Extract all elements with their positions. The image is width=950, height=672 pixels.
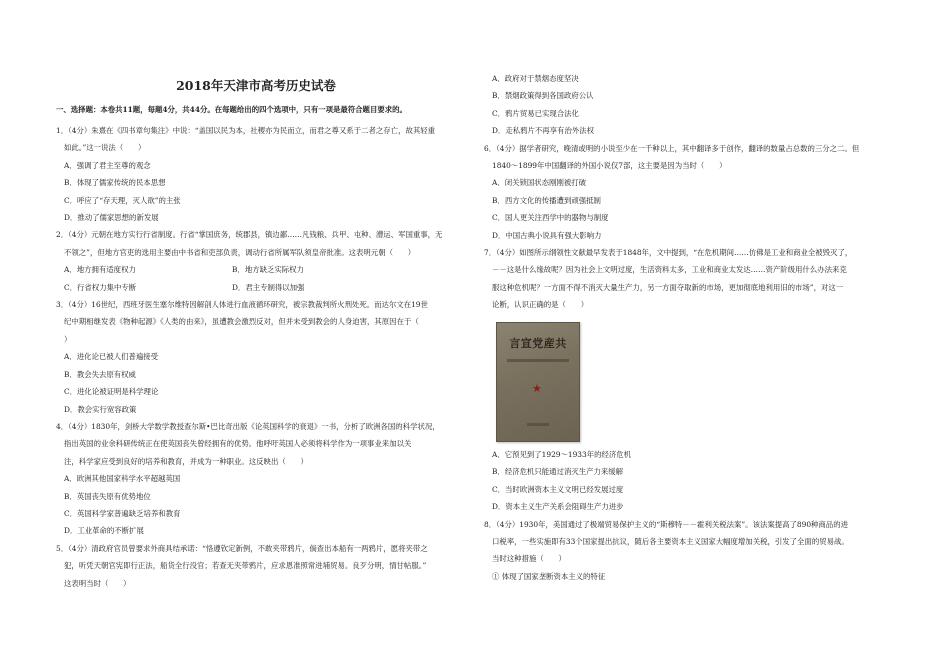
question-5 (56, 540, 456, 592)
question-text: 3．（4分）16世纪，西班牙医生塞尔维特因解剖人体进行血液循环研究，被宗教裁判所火刑处死。而达尔文在19世 (56, 300, 428, 310)
option-d: D．资本主义生产关系会阻碍生产力进步 (492, 502, 624, 512)
option-a: A．欧洲其他国家科学水平超越英国 (64, 474, 181, 484)
question-text: 口税率，一些实施即有33个国家提出抗议，随后各主要资本主义国家大幅度增加关税，引发了全面的贸易战。 (492, 537, 849, 547)
option-a: A．进化论已被人们普遍接受 (64, 352, 159, 362)
option-d: D．中国古典小说具有强大影响力 (492, 230, 602, 240)
right-column (484, 70, 884, 314)
option-row (56, 261, 456, 278)
cover-subtitle-mark (507, 359, 569, 362)
right-column-lower (484, 446, 884, 585)
question-7-options (484, 446, 884, 516)
option-b: B．教会失去原有权威 (64, 369, 136, 379)
option-c: C．国人更关注西学中的器物与制度 (492, 213, 609, 223)
option-c: C．进化论被证明是科学理论 (64, 387, 159, 397)
option-b: B．体现了儒家传统的民本思想 (64, 178, 166, 188)
question-4 (56, 418, 456, 540)
option-d: D．工业革命的不断扩展 (64, 526, 144, 536)
question-text: 指出英国的业余科研传统正在使英国丧失曾经拥有的优势。他呼吁英国人必须将科学作为一项事业来加以关 (64, 439, 412, 449)
option-b: B．西方文化的传播遭到顽强抵制 (492, 195, 601, 205)
manifesto-cover-image (496, 322, 580, 442)
option-c: C．鸦片贸易已实现合法化 (492, 108, 579, 118)
question-text: 1840～1899年中国翻译的外国小说仅7部，这主要是因为当时（ ） (492, 161, 727, 171)
option-b: B．禁烟政策得到各国政府公认 (492, 91, 594, 101)
option-d: D．君主专制得以加强 (232, 282, 305, 292)
option-row (56, 279, 456, 296)
option-c: C．当时欧洲资本主义文明已经发展过度 (492, 484, 624, 494)
question-7 (484, 244, 884, 314)
question-text: 注，科学家应受到良好的培养和教育，并成为一种职业。这反映出（ ） (64, 456, 308, 466)
option-d: D．走私鸦片不再享有治外法权 (492, 126, 595, 136)
option-d: D．推动了儒家思想的新发展 (64, 213, 159, 223)
question-text: 4．（4分）1830年，剑桥大学数学教授查尔斯•巴比奇出版《论英国科学的衰退》一书，分析了欧洲各国的科学状况， (56, 421, 440, 431)
question-3 (56, 296, 456, 418)
option-a: A．它预见到了1929～1933年的经济危机 (492, 450, 632, 459)
question-text: 1．（4分）朱熹在《四书章句集注》中说：“盖国以民为本，社稷亦为民而立，而君之尊又系于二者之存亡，故其轻重 (56, 126, 436, 135)
cover-title: 言宣党産共 (509, 337, 567, 350)
question-5-options (484, 70, 884, 140)
option-c: C．行省权力集中专断 (64, 282, 137, 292)
question-text: 8．（4分）1930年，美国通过了极端贸易保护主义的“斯穆特－－霍利关税法案”。该法案提高了890种商品的进 (484, 519, 848, 529)
question-2 (56, 226, 456, 296)
question-text: 这表明当时（ ） (64, 578, 131, 588)
question-text: 如此。”这一说法（ ） (64, 143, 146, 153)
option-c: C．呼应了“存天理，灭人欲”的主张 (64, 195, 181, 205)
star-icon: ★ (532, 382, 542, 395)
question-text: 6．（4分）据学者研究，晚清或明的小说至少在一千种以上，其中翻译多于创作，翻译的数量占总数的三分之二。但 (484, 143, 860, 153)
option-c: C．英国科学家普遍缺乏培养和教育 (64, 508, 181, 518)
option-b: B．地方缺乏实际权力 (232, 265, 304, 275)
option-a: A．强调了君主至尊的观念 (64, 160, 151, 170)
option-b: B．英国丧失原有优势地位 (64, 491, 151, 501)
option-a: A．闭关锁国状态刚刚被打破 (492, 178, 587, 188)
question-text: 5．（4分）清政府官员曾要求外商具结承诺：“恪遵钦定新例，不敢夹带鸦片，倘查出本船有一两鸦片，愿将夹带之 (56, 543, 428, 553)
question-text: 2．（4分）元朝在地方实行行省制度。行省“掌国庶务，统郡县，镇边鄙……凡钱粮、兵甲、屯种、漕运、军国重事，无 (56, 230, 443, 240)
cover-footer-mark (527, 423, 549, 426)
question-text: 7．（4分）如图所示纲领性文献最早发表于1848年，文中提到，“在危机期间……仿佛是工业和商业全被毁灭了， (484, 248, 853, 258)
left-column (56, 122, 456, 592)
question-text: 犯，听凭天朝官宪即行正法，船货全行没官；若查无夹带鸦片，应求恩准照常进埔贸易。良歹分明，情甘帖服。” (64, 561, 427, 571)
question-8 (484, 516, 884, 586)
question-text: －－这是什么缘故呢？因为社会上文明过度，生活资料太多，工业和商业太发达……资产阶级用什么办法来克 (492, 265, 847, 275)
option-a: A．政府对于禁烟态度坚决 (492, 74, 579, 83)
question-text: 当时这种措施（ ） (492, 554, 566, 564)
paper-title: 2018年天津市高考历史试卷 (176, 78, 336, 93)
question-text: 纪中期相继发表《物种起源》《人类的由来》，虽遭教会激烈反对，但并未受到教会的人身迫害，其原因在于（ (64, 317, 419, 327)
option-d: D．教会实行宽容政策 (64, 404, 137, 414)
question-text: 服这种危机呢？一方面不得不消灭大量生产力，另一方面夺取新的市场，更加彻底地利用旧的市场”，对这一 (492, 282, 844, 292)
statement-1: ① 体现了国家垄断资本主义的特征 (492, 571, 606, 581)
section-heading: 一、选择题：本卷共11题，每题4分，共44分。在每题给出的四个选项中，只有一项是最符合题目要求的。 (56, 105, 407, 114)
question-text: ） (64, 334, 72, 344)
option-a: A．地方拥有适度权力 (64, 265, 136, 275)
question-text: 不领之”，但地方官吏的选用主要由中书省和吏部负责，调动行省所属军队须皇帝批准。这表明元朝（ ） (64, 247, 416, 257)
question-6 (484, 140, 884, 244)
question-text: 论断，认识正确的是（ ） (492, 300, 589, 310)
option-b: B．经济危机只能通过消灭生产力来缓解 (492, 467, 624, 477)
question-1 (56, 122, 456, 226)
